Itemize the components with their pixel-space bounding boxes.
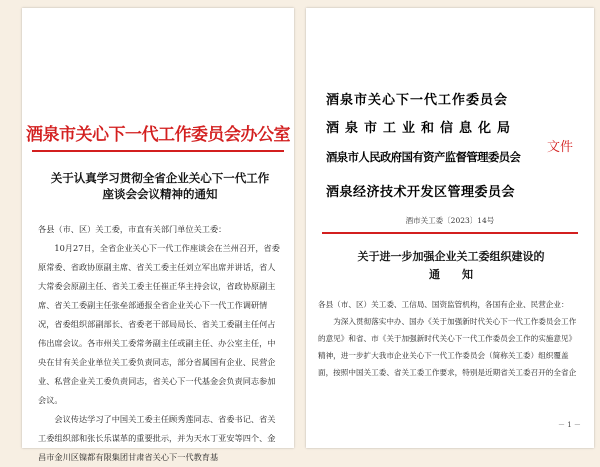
right-notice-title: [326, 248, 576, 284]
right-title-line-2: 通 知: [429, 268, 473, 281]
left-paragraph: 会议传达学习了中国关工委主任顾秀莲同志、省委书记、省关工委组织部和张长乐谋革的重要批示，并为天水丁亚安等四个、金昌市金川区镍都有限集团甘肃省关心下一代教育基: [38, 414, 276, 462]
left-document-page: [22, 8, 294, 462]
agency-line-1: 酒泉市关心下一代工作委员会: [326, 93, 509, 108]
left-salutation: 各县（市、区）关工委，市直有关部门单位关工委：: [38, 224, 227, 234]
left-body-text: [38, 220, 282, 467]
right-title-line-1: 关于进一步加强企业关工委组织建设的: [357, 250, 545, 263]
document-number: 酒市关工委〔2023〕14号: [405, 216, 495, 225]
right-body-text: [318, 296, 582, 381]
left-title-line-1: 关于认真学习贯彻全省企业关心下一代工作: [50, 171, 270, 185]
left-notice-title: [40, 170, 280, 202]
right-paragraph: 为深入贯彻落实中办、国办《关于加强新时代关心下一代工作委员会工作的意见》和省、市《关于加强新时代关心下一代工作委员会工作的实施意见》精神，进一步扩大我市企业关心下一代工作委员会（简称关工委）组织覆盖面，按照中国关工委、省关工委工作要求，特别是近期省关工委召开的全省企: [318, 317, 577, 377]
right-document-page: [306, 8, 594, 448]
left-title-line-2: 座谈会会议精神的通知: [102, 187, 218, 201]
left-issuer-title: 酒泉市关心下一代工作委员会办公室: [26, 125, 290, 145]
agency-line-4: 酒泉经济技术开发区管理委员会: [326, 185, 516, 200]
left-red-rule: [32, 150, 284, 152]
page-number: － 1 －: [558, 421, 581, 429]
doc-suffix: 文件: [547, 140, 574, 155]
right-red-rule: [322, 232, 578, 234]
agency-line-2: 酒泉市工业和信息化局: [326, 121, 517, 136]
left-paragraph: 10月27日，全省企业关心下一代工作座谈会在兰州召开，省委原常委、省政协原副主席、省关工委主任刘立军出席并讲话，省人大常委会原副主任、省关工委主任崔正华主持会议，省政协原副主席、省关工委副主任张垒部通报全省企业关心下一代工作调研情况，省委组织部副部长、省委老干部局局长、省关工委副主任何占伟出席会议。各市州关工委常务副主任或副主任、办公室主任，中央在甘有关企业单位关工委负责同志，部分省属国有企业、民营企业、私营企业关工委负责同志，省关心下一代基金会负责同志参加会议。: [38, 243, 280, 405]
right-salutation: 各县（市、区）关工委、工信局、国资监管机构，各国有企业、民营企业：: [318, 300, 569, 309]
agency-line-3: 酒泉市人民政府国有资产监督管理委员会: [326, 150, 521, 164]
